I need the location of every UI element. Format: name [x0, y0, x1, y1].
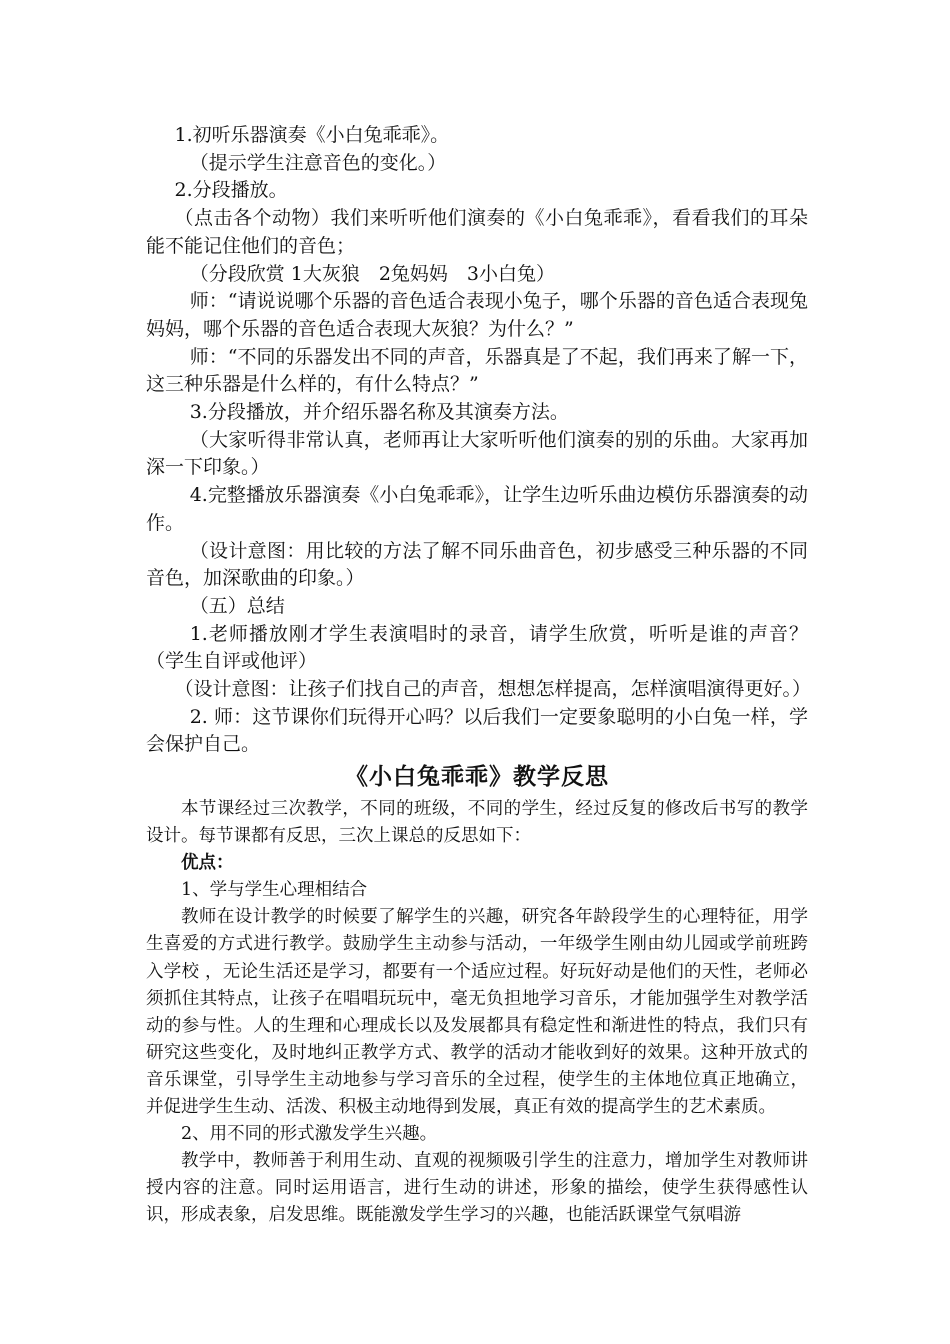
step-1-text: 1.初听乐器演奏《小白兔乖乖》。: [174, 124, 450, 146]
reflection-section: [146, 796, 808, 1230]
step-2-segments: （分段欣赏 1大灰狼 2兔妈妈 3小白兔）: [189, 262, 555, 285]
lesson-steps-section: [146, 122, 812, 759]
step-4-design-intent: （设计意图：用比较的方法了解不同乐曲音色，初步感受三种乐器的不同音色，加深歌曲的印象。）: [146, 539, 808, 590]
summary-item-1: 1.老师播放刚才学生表演唱时的录音，请学生欣赏，听听是谁的声音？（学生自评或他评）: [146, 622, 808, 673]
step-3-text: 3.分段播放，并介绍乐器名称及其演奏方法。: [189, 401, 569, 424]
point-2-body: 教学中，教师善于利用生动、直观的视频吸引学生的注意力，增加学生对教师讲授内容的注意。同时运用语言，进行生动的讲述，形象的描绘，使学生获得感性认识，形成表象，启发思维。既能激发学生学习的兴趣，也能活跃课堂气氛唱游: [146, 1151, 808, 1226]
teacher-question-1: 师：“请说说哪个乐器的音色适合表现小兔子，哪个乐器的音色适合表现兔妈妈，哪个乐器的音色适合表现大灰狼？为什么？”: [146, 290, 808, 340]
summary-item-2: 2. 师：这节课你们玩得开心吗？以后我们一定要象聪明的小白兔一样，学会保护自己。: [146, 705, 808, 756]
step-1-note: （提示学生注意音色的变化。）: [189, 151, 447, 174]
point-1-body: 教师在设计教学的时候要了解学生的兴趣，研究各年龄段学生的心理特征，用学生喜爱的方式进行教学。鼓励学生主动参与活动，一年级学生刚由幼儿园或学前班跨入学校 ，无论生活还是学习，都要有一个适应过程。好玩好动是他们的天性，老师必须抓住其特点，让孩子在唱唱玩玩中，毫无负担地学习音乐，才能加强学生对教学活动的参与性。人的生理和心理成长以及发展都具有稳定性和渐进性的特点，我们只有研究这些变化，及时地纠正教学方式、教学的活动才能收到好的效果。这种开放式的音乐课堂，引导学生主动地参与学习音乐的全过程，使学生的主体地位真正地确立，并促进学生生动、活泼、积极主动地得到发展，真正有效的提高学生的艺术素质。: [146, 907, 808, 1118]
point-1-heading: 1、学与学生心理相结合: [181, 880, 368, 901]
summary-heading: （五）总结: [189, 594, 285, 617]
point-2-heading: 2、用不同的形式激发学生兴趣。: [181, 1124, 438, 1145]
step-2-text: 2.分段播放。: [174, 179, 288, 202]
step-2-instruction: （点击各个动物）我们来听听他们演奏的《小白兔乖乖》，看看我们的耳朵能不能记住他们的音色；: [146, 207, 808, 257]
reflection-intro: 本节课经过三次教学，不同的班级，不同的学生，经过反复的修改后书写的教学设计。每节课都有反思，三次上课总的反思如下：: [146, 799, 808, 847]
summary-design-intent: （设计意图：让孩子们找自己的声音，想想怎样提高，怎样演唱演得更好。）: [174, 678, 812, 701]
step-4-text: 4.完整播放乐器演奏《小白兔乖乖》，让学生边听乐曲边模仿乐器演奏的动作。: [146, 484, 808, 534]
reflection-title: 《小白兔乖乖》教学反思: [345, 764, 609, 790]
advantages-label: 优点：: [181, 853, 234, 874]
step-3-note: （大家听得非常认真，老师再让大家听听他们演奏的别的乐曲。大家再加深一下印象。）: [146, 428, 808, 479]
teacher-question-2: 师：“不同的乐器发出不同的声音，乐器真是了不起，我们再来了解一下，这三种乐器是什么样的，有什么特点？”: [146, 345, 808, 396]
